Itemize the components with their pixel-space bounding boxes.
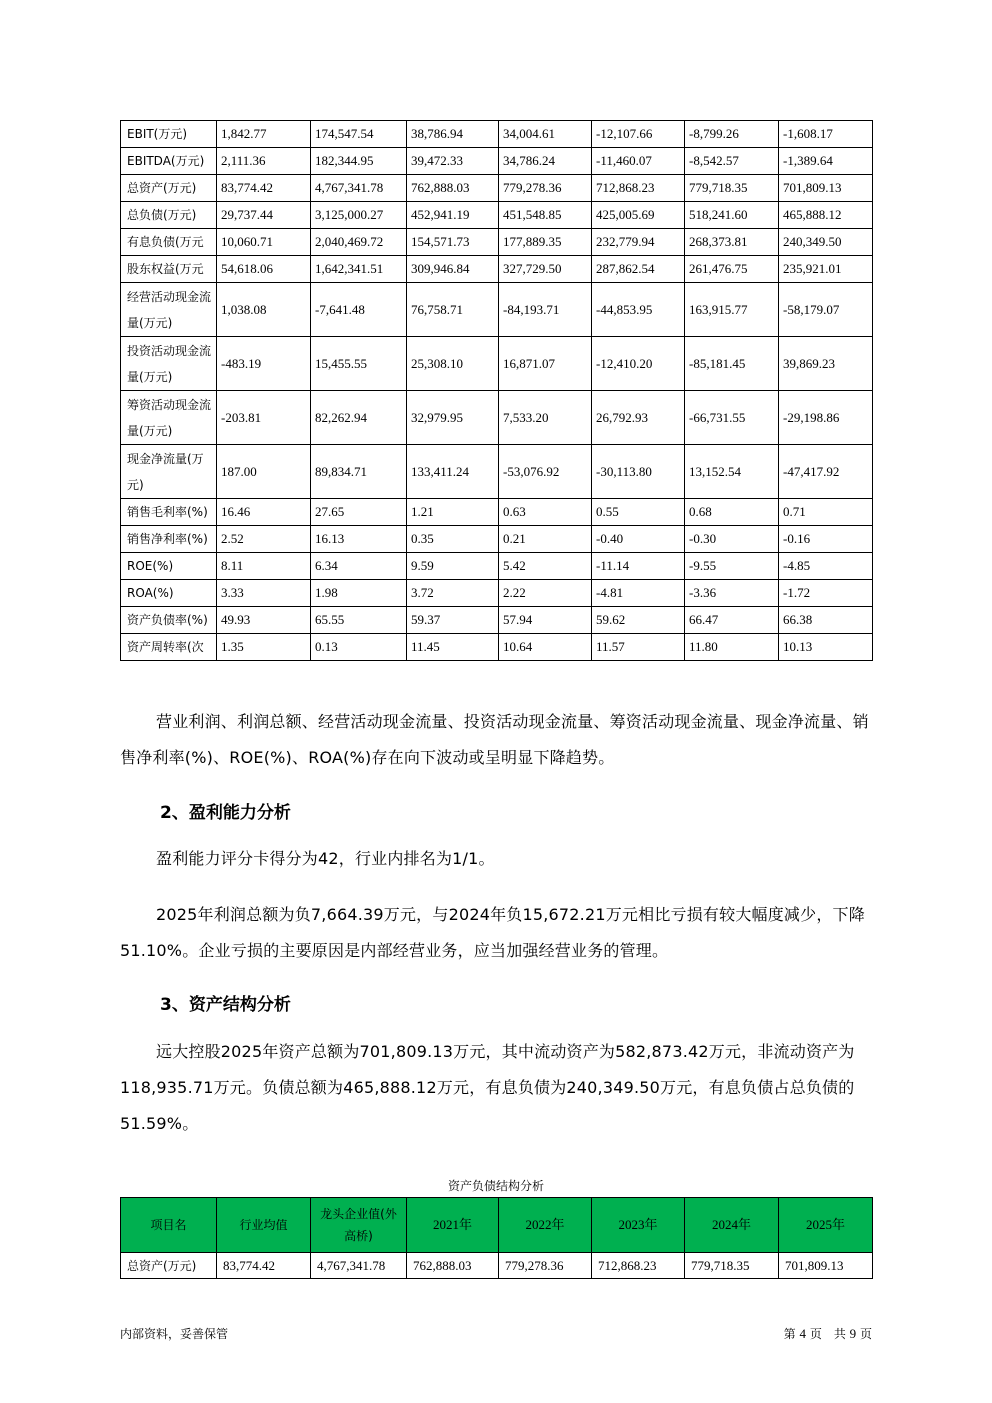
- table-cell: -12,410.20: [592, 337, 685, 391]
- table-cell: 187.00: [217, 445, 311, 499]
- table-row: [121, 1253, 873, 1279]
- row-label: 销售毛利率(%): [121, 499, 217, 526]
- table-cell: -203.81: [217, 391, 311, 445]
- table-cell: 32,979.95: [407, 391, 499, 445]
- table-cell: 3.33: [217, 580, 311, 607]
- score-paragraph: 盈利能力评分卡得分为42，行业内排名为1/1。: [156, 849, 495, 868]
- table-cell: 38,786.94: [407, 121, 499, 148]
- column-header: 2021年: [407, 1198, 499, 1253]
- table-cell: -58,179.07: [779, 283, 873, 337]
- table-cell: 34,786.24: [499, 148, 592, 175]
- asset-structure-heading: 3、资产结构分析: [160, 995, 291, 1015]
- table-cell: 82,262.94: [311, 391, 407, 445]
- balance-structure-table: [120, 1197, 873, 1279]
- table-cell: 83,774.42: [217, 1253, 311, 1279]
- table-cell: -1,608.17: [779, 121, 873, 148]
- table-cell: 261,476.75: [685, 256, 779, 283]
- table-row: [121, 526, 873, 553]
- table-cell: 2,111.36: [217, 148, 311, 175]
- table-row: [121, 607, 873, 634]
- table-cell: 2.22: [499, 580, 592, 607]
- table-caption: 资产负债结构分析: [447, 1179, 544, 1193]
- row-label: 现金净流量(万元): [121, 445, 217, 499]
- table-cell: 182,344.95: [311, 148, 407, 175]
- page-suffix: 页: [859, 1327, 872, 1341]
- table-cell: -0.40: [592, 526, 685, 553]
- table-cell: -3.36: [685, 580, 779, 607]
- table-cell: 16.46: [217, 499, 311, 526]
- column-header: 2025年: [779, 1198, 873, 1253]
- row-label: 投资活动现金流量(万元): [121, 337, 217, 391]
- table-cell: 3,125,000.27: [311, 202, 407, 229]
- table-cell: 26,792.93: [592, 391, 685, 445]
- table-cell: -4.85: [779, 553, 873, 580]
- table-cell: 16,871.07: [499, 337, 592, 391]
- table-cell: 235,921.01: [779, 256, 873, 283]
- table-row: [121, 499, 873, 526]
- table-cell: 0.21: [499, 526, 592, 553]
- table-cell: 712,868.23: [592, 175, 685, 202]
- table-cell: 49.93: [217, 607, 311, 634]
- profit-paragraph: 2025年利润总额为负7,664.39万元，与2024年负15,672.21万元相比亏损有较大幅度减少，下降51.10%。企业亏损的主要原因是内部经营业务，应当加强经营业务的管理。: [120, 905, 865, 960]
- table-cell: -4.81: [592, 580, 685, 607]
- table-cell: 6.34: [311, 553, 407, 580]
- row-label: 经营活动现金流量(万元): [121, 283, 217, 337]
- row-label: EBIT(万元): [121, 121, 217, 148]
- table-cell: 13,152.54: [685, 445, 779, 499]
- financial-metrics-table: [120, 120, 873, 661]
- page-middle: 页 共: [809, 1327, 846, 1341]
- table-cell: -44,853.95: [592, 283, 685, 337]
- table-cell: 59.37: [407, 607, 499, 634]
- column-header: 2022年: [499, 1198, 592, 1253]
- table-cell: 89,834.71: [311, 445, 407, 499]
- row-label: EBITDA(万元): [121, 148, 217, 175]
- table-cell: -30,113.80: [592, 445, 685, 499]
- table-cell: 5.42: [499, 553, 592, 580]
- current-page: 4: [799, 1326, 806, 1341]
- table-cell: 57.94: [499, 607, 592, 634]
- table-cell: -9.55: [685, 553, 779, 580]
- table-cell: 66.38: [779, 607, 873, 634]
- table-cell: 779,278.36: [499, 175, 592, 202]
- table-cell: 309,946.84: [407, 256, 499, 283]
- table-cell: 39,472.33: [407, 148, 499, 175]
- table-cell: 1.21: [407, 499, 499, 526]
- table-row: [121, 121, 873, 148]
- table-cell: 1,642,341.51: [311, 256, 407, 283]
- total-pages: 9: [849, 1326, 857, 1341]
- table-cell: 10.13: [779, 634, 873, 661]
- table-cell: -8,799.26: [685, 121, 779, 148]
- table-cell: -85,181.45: [685, 337, 779, 391]
- table-row: [121, 148, 873, 175]
- financial-metrics-body: [121, 121, 873, 661]
- footer-page-number: [784, 1325, 872, 1342]
- table-row: [121, 283, 873, 337]
- column-header: 2023年: [592, 1198, 685, 1253]
- table-cell: 10,060.71: [217, 229, 311, 256]
- table-cell: 1,842.77: [217, 121, 311, 148]
- table-cell: 1.35: [217, 634, 311, 661]
- balance-header-row: [121, 1198, 873, 1253]
- table-cell: 712,868.23: [592, 1253, 685, 1279]
- table-cell: 451,548.85: [499, 202, 592, 229]
- table-cell: 11.57: [592, 634, 685, 661]
- table-cell: 779,718.35: [685, 1253, 779, 1279]
- table-cell: 177,889.35: [499, 229, 592, 256]
- table-cell: 287,862.54: [592, 256, 685, 283]
- table-row: [121, 229, 873, 256]
- table-cell: 452,941.19: [407, 202, 499, 229]
- table-cell: -8,542.57: [685, 148, 779, 175]
- table-row: [121, 445, 873, 499]
- table-cell: 9.59: [407, 553, 499, 580]
- table-cell: 15,455.55: [311, 337, 407, 391]
- row-label: 总资产(万元): [121, 175, 217, 202]
- table-cell: 779,718.35: [685, 175, 779, 202]
- column-header: 2024年: [685, 1198, 779, 1253]
- row-label: 销售净利率(%): [121, 526, 217, 553]
- trend-paragraph: 营业利润、利润总额、经营活动现金流量、投资活动现金流量、筹资活动现金流量、现金净流量、销售净利率(%)、ROE(%)、ROA(%)存在向下波动或呈明显下降趋势。: [120, 712, 869, 767]
- row-label: ROA(%): [121, 580, 217, 607]
- table-cell: 701,809.13: [779, 175, 873, 202]
- row-label: 总资产(万元): [121, 1253, 217, 1279]
- table-cell: 762,888.03: [407, 1253, 499, 1279]
- row-label: 有息负债(万元: [121, 229, 217, 256]
- table-cell: 10.64: [499, 634, 592, 661]
- table-cell: 11.80: [685, 634, 779, 661]
- table-cell: -47,417.92: [779, 445, 873, 499]
- footer-confidential: 内部资料，妥善保管: [120, 1327, 229, 1341]
- table-cell: 34,004.61: [499, 121, 592, 148]
- table-cell: 0.55: [592, 499, 685, 526]
- table-cell: 8.11: [217, 553, 311, 580]
- table-row: [121, 256, 873, 283]
- column-header: 行业均值: [217, 1198, 311, 1253]
- table-row: [121, 580, 873, 607]
- row-label: 资产周转率(次: [121, 634, 217, 661]
- table-cell: -1.72: [779, 580, 873, 607]
- table-row: [121, 634, 873, 661]
- table-cell: 465,888.12: [779, 202, 873, 229]
- column-header: 项目名: [121, 1198, 217, 1253]
- row-label: ROE(%): [121, 553, 217, 580]
- table-cell: 133,411.24: [407, 445, 499, 499]
- table-cell: 1.98: [311, 580, 407, 607]
- table-cell: -1,389.64: [779, 148, 873, 175]
- table-cell: 0.71: [779, 499, 873, 526]
- row-label: 资产负债率(%): [121, 607, 217, 634]
- table-cell: 327,729.50: [499, 256, 592, 283]
- table-cell: 240,349.50: [779, 229, 873, 256]
- table-cell: -11.14: [592, 553, 685, 580]
- table-cell: 2,040,469.72: [311, 229, 407, 256]
- table-cell: 0.63: [499, 499, 592, 526]
- table-cell: -483.19: [217, 337, 311, 391]
- table-cell: 1,038.08: [217, 283, 311, 337]
- table-cell: 25,308.10: [407, 337, 499, 391]
- table-cell: -11,460.07: [592, 148, 685, 175]
- table-cell: -12,107.66: [592, 121, 685, 148]
- row-label: 股东权益(万元: [121, 256, 217, 283]
- table-cell: 779,278.36: [499, 1253, 592, 1279]
- table-cell: 762,888.03: [407, 175, 499, 202]
- table-cell: 66.47: [685, 607, 779, 634]
- table-cell: 0.68: [685, 499, 779, 526]
- table-row: [121, 553, 873, 580]
- column-header: 龙头企业值(外高桥): [311, 1198, 407, 1253]
- table-cell: 232,779.94: [592, 229, 685, 256]
- table-cell: -53,076.92: [499, 445, 592, 499]
- table-row: [121, 175, 873, 202]
- table-row: [121, 202, 873, 229]
- table-cell: 59.62: [592, 607, 685, 634]
- table-cell: 154,571.73: [407, 229, 499, 256]
- table-cell: 65.55: [311, 607, 407, 634]
- table-cell: 4,767,341.78: [311, 1253, 407, 1279]
- table-cell: -84,193.71: [499, 283, 592, 337]
- table-cell: 4,767,341.78: [311, 175, 407, 202]
- table-row: [121, 391, 873, 445]
- table-cell: 11.45: [407, 634, 499, 661]
- table-cell: 27.65: [311, 499, 407, 526]
- table-cell: 174,547.54: [311, 121, 407, 148]
- table-cell: 3.72: [407, 580, 499, 607]
- table-cell: 0.13: [311, 634, 407, 661]
- table-cell: -7,641.48: [311, 283, 407, 337]
- row-label: 总负债(万元): [121, 202, 217, 229]
- table-cell: 39,869.23: [779, 337, 873, 391]
- table-cell: -66,731.55: [685, 391, 779, 445]
- table-cell: -0.16: [779, 526, 873, 553]
- table-cell: -0.30: [685, 526, 779, 553]
- table-cell: 16.13: [311, 526, 407, 553]
- table-cell: 425,005.69: [592, 202, 685, 229]
- table-cell: 0.35: [407, 526, 499, 553]
- profitability-heading: 2、盈利能力分析: [160, 803, 291, 823]
- row-label: 筹资活动现金流量(万元): [121, 391, 217, 445]
- table-cell: 701,809.13: [779, 1253, 873, 1279]
- page-prefix: 第: [783, 1327, 796, 1341]
- table-cell: 29,737.44: [217, 202, 311, 229]
- table-cell: 268,373.81: [685, 229, 779, 256]
- table-cell: 83,774.42: [217, 175, 311, 202]
- table-cell: 7,533.20: [499, 391, 592, 445]
- table-row: [121, 337, 873, 391]
- table-cell: 76,758.71: [407, 283, 499, 337]
- table-cell: 54,618.06: [217, 256, 311, 283]
- table-cell: -29,198.86: [779, 391, 873, 445]
- table-cell: 518,241.60: [685, 202, 779, 229]
- table-cell: 163,915.77: [685, 283, 779, 337]
- table-cell: 2.52: [217, 526, 311, 553]
- assets-paragraph: 远大控股2025年资产总额为701,809.13万元，其中流动资产为582,873.42万元，非流动资产为118,935.71万元。负债总额为465,888.12万元，有息负债为240,349.50万元，有息负债占总负债的51.59%。: [120, 1042, 855, 1133]
